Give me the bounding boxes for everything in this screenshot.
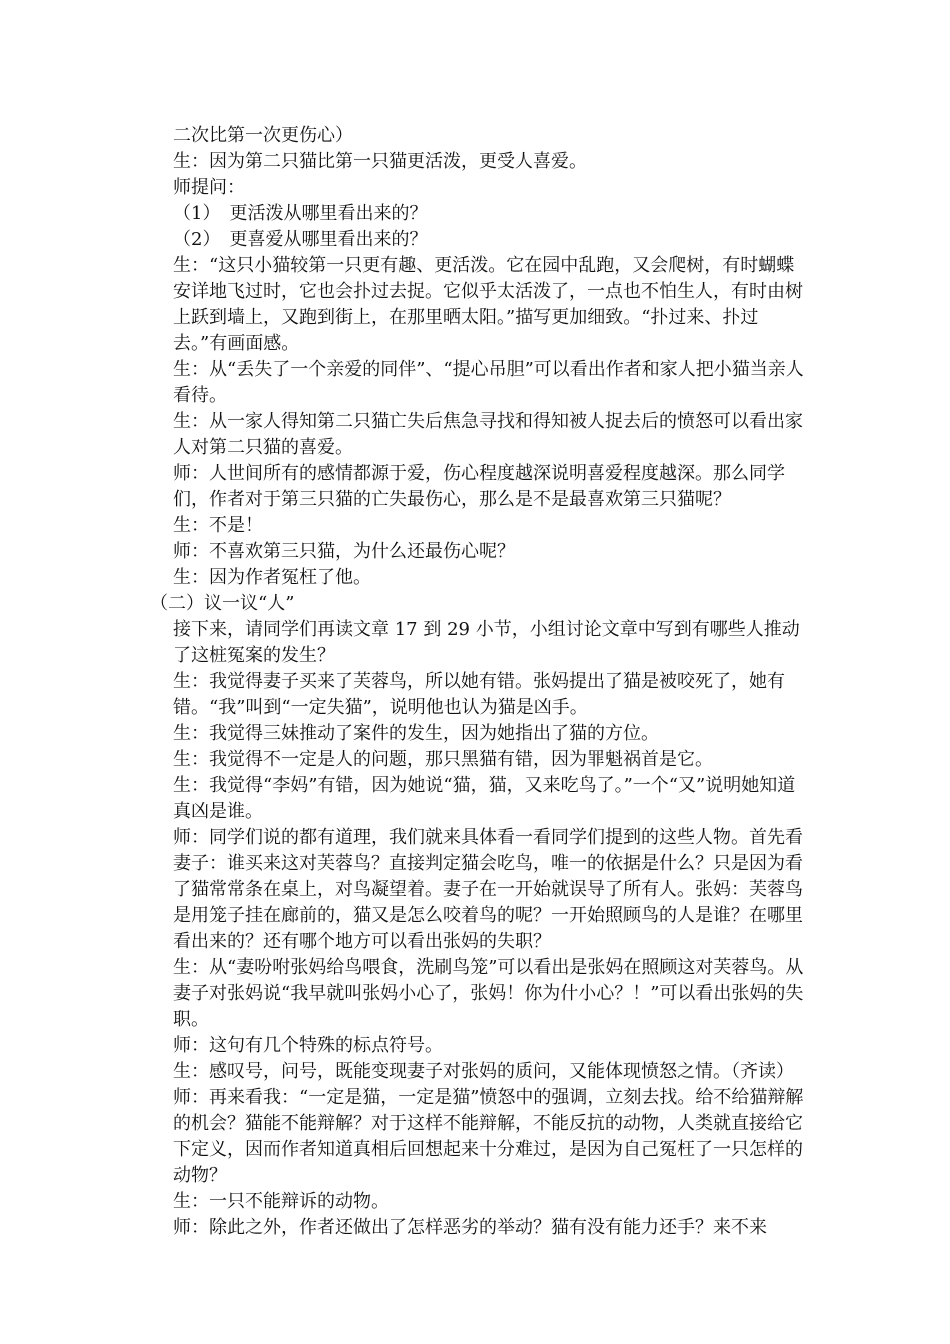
paragraph: 师：人世间所有的感情都源于爱，伤心程度越深说明喜爱程度越深。那么同学们，作者对于第三只猫的亡失最伤心，那么是不是最喜欢第三只猫呢？ <box>173 463 785 510</box>
paragraph: 生：从“丢失了一个亲爱的同伴”、“提心吊胆”可以看出作者和家人把小猫当亲人看待。 <box>173 359 804 406</box>
document-body <box>150 123 810 1241</box>
paragraph: 师：不喜欢第三只猫，为什么还最伤心呢？ <box>173 541 515 562</box>
paragraph: 师提问： <box>173 177 245 198</box>
paragraph: 生：我觉得不一定是人的问题，那只黑猫有错，因为罪魁祸首是它。 <box>173 749 713 770</box>
paragraph: 师：同学们说的都有道理，我们就来具体看一看同学们提到的这些人物。首先看妻子：谁买来这对芙蓉鸟？直接判定猫会吃鸟，唯一的依据是什么？只是因为看了猫常常条在桌上，对鸟凝望着。妻子在一开始就误导了所有人。张妈：芙蓉鸟是用笼子挂在廊前的，猫又是怎么咬着鸟的呢？一开始照顾鸟的人是谁？在哪里看出来的？还有哪个地方可以看出张妈的失职？ <box>173 827 803 952</box>
paragraph: 二次比第一次更伤心） <box>173 125 353 146</box>
paragraph: 生：一只不能辩诉的动物。 <box>173 1191 389 1212</box>
paragraph: 生：因为第二只猫比第一只猫更活泼，更受人喜爱。 <box>173 151 587 172</box>
paragraph: 生：我觉得妻子买来了芙蓉鸟，所以她有错。张妈提出了猫是被咬死了，她有错。“我”叫到“一定失猫”，说明他也认为猫是凶手。 <box>173 671 785 718</box>
paragraph: 生：我觉得三妹推动了案件的发生，因为她指出了猫的方位。 <box>173 723 659 744</box>
paragraph: 生：从一家人得知第二只猫亡失后焦急寻找和得知被人捉去后的愤怒可以看出家人对第二只猫的喜爱。 <box>173 411 803 458</box>
paragraph: 接下来，请同学们再读文章 17 到 29 小节，小组讨论文章中写到有哪些人推动了这桩冤案的发生？ <box>173 619 800 666</box>
list-item: （1） 更活泼从哪里看出来的？ <box>173 203 428 224</box>
paragraph: 生：因为作者冤枉了他。 <box>173 567 371 588</box>
paragraph: 生：“这只小猫较第一只更有趣、更活泼。它在园中乱跑，又会爬树，有时蝴蝶安详地飞过时，它也会扑过去捉。它似乎太活泼了，一点也不怕生人，有时由树上跃到墙上，又跑到街上，在那里晒太阳。”描写更加细致。“扑过来、扑过去。”有画面感。 <box>173 255 803 354</box>
paragraph: 生：我觉得“李妈”有错，因为她说“猫，猫，又来吃鸟了。”一个“又”说明她知道真凶是谁。 <box>173 775 796 822</box>
paragraph: 师：再来看我：“一定是猫，一定是猫”愤怒中的强调，立刻去找。给不给猫辩解的机会？猫能不能辩解？对于这样不能辩解，不能反抗的动物，人类就直接给它下定义，因而作者知道真相后回想起来十分难过，是因为自己冤枉了一只怎样的动物？ <box>173 1087 804 1186</box>
paragraph: 生：感叹号，问号，既能变现妻子对张妈的质问，又能体现愤怒之情。（齐读） <box>173 1061 794 1082</box>
paragraph: 生：从“妻吩咐张妈给鸟喂食，洗刷鸟笼”可以看出是张妈在照顾这对芙蓉鸟。从妻子对张妈说“我早就叫张妈小心了，张妈！你为什小心？！”可以看出张妈的失职。 <box>173 957 804 1030</box>
section-heading: （二）议一议“人” <box>150 593 295 614</box>
paragraph: 师：这句有几个特殊的标点符号。 <box>173 1035 443 1056</box>
paragraph: 师：除此之外，作者还做出了怎样恶劣的举动？猫有没有能力还手？来不来 <box>173 1217 767 1238</box>
paragraph: 生：不是！ <box>173 515 263 536</box>
list-item: （2） 更喜爱从哪里看出来的？ <box>173 229 428 250</box>
